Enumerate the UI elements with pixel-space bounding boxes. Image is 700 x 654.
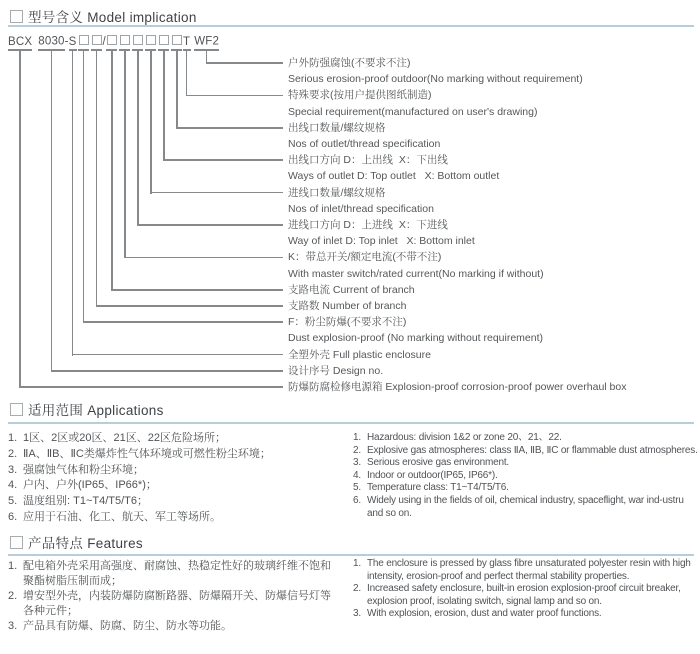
list-item <box>8 559 340 589</box>
diagram-label: Serious erosion-proof outdoor(No marking without requirement) <box>288 73 583 86</box>
list-item <box>8 463 340 479</box>
diagram-label: 支路电流 Current of branch <box>288 283 415 296</box>
model-box <box>120 35 130 45</box>
list-item <box>8 478 340 494</box>
list-item-text: 户内、户外(IP65、IP66*)； <box>23 479 157 492</box>
section-bullet-icon <box>10 10 23 23</box>
diagram-label: 进线口数量/螺纹规格 <box>288 186 386 199</box>
connector-hline <box>124 257 283 259</box>
model-box <box>172 35 182 45</box>
diagram-label: 户外防强腐蚀(不要求不注) <box>288 57 411 69</box>
connector-vline <box>72 51 74 356</box>
model-code <box>8 35 219 48</box>
divider <box>8 25 694 27</box>
list-item <box>8 510 340 526</box>
list-item <box>8 494 340 510</box>
list-item-number: 3. <box>8 620 18 632</box>
list-item-number: 3. <box>353 608 361 620</box>
connector-hline <box>176 127 283 129</box>
connector-hline <box>96 305 283 307</box>
list-item-number: 1. <box>353 558 361 569</box>
model-token: BCX <box>8 35 33 48</box>
list-item-number: 4. <box>353 469 361 481</box>
list-item-text: 应用于石油、化工、航天、军工等场所。 <box>23 510 221 523</box>
diagram-label: Nos of inlet/thread specification <box>288 202 434 215</box>
list-item-number: 5. <box>353 482 361 494</box>
model-box <box>133 35 143 45</box>
features-section-header <box>10 532 143 551</box>
model-box <box>159 35 169 45</box>
list-item-number: 3. <box>8 463 18 476</box>
list-item <box>353 558 698 583</box>
list-item-text: Temperature class: T1~T4/T5/T6. <box>367 482 509 494</box>
diagram-label: 进线口方向 D：上进线 X：下进线 <box>288 219 448 231</box>
applications-chinese-list <box>8 431 340 526</box>
connector-hline <box>111 289 283 291</box>
diagram-label: Dust explosion-proof (No marking without requirement) <box>288 332 544 345</box>
list-item-text: 增安型外壳，内装防爆防腐断路器、防爆隔开关、防爆信号灯等各种元件； <box>23 590 331 617</box>
diagram-label: Special requirement(manufactured on user's drawing) <box>288 105 538 118</box>
list-item-text: Hazardous: division 1&2 or zone 20、21、22. <box>367 432 562 443</box>
model-token: S <box>68 35 77 48</box>
diagram-label: K：带总开关/额定电流(不带不注) <box>288 251 442 264</box>
diagram-label: Way of inlet D: Top inlet X: Bottom inlet <box>288 235 475 248</box>
list-item-number: 2. <box>8 447 18 460</box>
list-item-text: 产品具有防爆、防腐、防尘、防水等功能。 <box>23 620 232 632</box>
features-english-list <box>353 558 698 621</box>
list-item <box>353 457 698 470</box>
model-box <box>146 35 156 45</box>
connector-vline <box>150 51 152 194</box>
connector-hline <box>19 386 283 388</box>
list-item <box>353 482 698 495</box>
list-item-text: Explosive gas atmospheres: class ⅡA, ⅡB, ⅡC or flammable dust atmospheres. <box>367 444 698 456</box>
connector-vline <box>124 51 126 259</box>
list-item-text: ⅡA、ⅡB、ⅡC类爆炸性气体环境或可燃性粉尘环境； <box>23 447 271 460</box>
diagram-label: 出线口数量/螺纹规格 <box>288 121 386 134</box>
list-item-text: Increased safety enclosure, built-in erosion explosion-proof circuit breaker, explosion proof, isolating switch, signal lamp and so on. <box>367 583 681 607</box>
diagram-label: 出线口方向 D：上出线 X：下出线 <box>288 154 448 167</box>
connector-hline <box>150 192 283 194</box>
list-item <box>353 495 698 520</box>
connector-vline <box>163 51 165 162</box>
model-token: T <box>182 35 191 48</box>
connector-vline <box>186 51 188 97</box>
list-item-number: 5. <box>8 495 18 508</box>
connector-hline <box>137 224 283 226</box>
connector-hline <box>163 159 283 161</box>
model-token: 8030 <box>38 35 65 48</box>
model-box <box>92 35 102 45</box>
connector-hline <box>206 62 283 64</box>
features-chinese-list <box>8 559 340 634</box>
list-item <box>353 583 698 608</box>
list-item <box>353 445 698 458</box>
connector-hline <box>72 354 283 356</box>
list-item-text: Serious erosive gas environment. <box>367 457 510 469</box>
list-item-text: 温度组别: T1~T4/T5/T6； <box>23 495 148 508</box>
diagram-label: 支路数 Number of branch <box>288 300 407 312</box>
section-bullet-icon <box>10 403 23 416</box>
connector-vline <box>176 51 178 129</box>
list-item-text: 配电箱外壳采用高强度、耐腐蚀、热稳定性好的玻璃纤维不饱和聚酯树脂压制而成； <box>23 560 331 587</box>
list-item <box>8 431 340 447</box>
list-item-text: Widely using in the fields of oil, chemical industry, spaceflight, war ind-ustru and so on. <box>367 494 684 519</box>
connector-hline <box>186 95 283 97</box>
connector-vline <box>83 51 85 324</box>
divider <box>8 554 694 556</box>
list-item-text: The enclosure is pressed by glass fibre unsaturated polyester resin with high intensity, erosion-proof and perfect thermal stability properties. <box>367 558 691 582</box>
diagram-label: 设计序号 Design no. <box>288 364 384 377</box>
applications-section-header <box>10 399 164 418</box>
list-item-number: 3. <box>353 457 361 469</box>
list-item <box>8 589 340 619</box>
divider <box>8 422 694 424</box>
model-section-title: 型号含义 Model implication <box>28 10 197 25</box>
list-item-text: Indoor or outdoor(IP65, IP66*). <box>367 469 498 481</box>
diagram-label: With master switch/rated current(No marking if without) <box>288 267 544 280</box>
model-token: / <box>102 35 106 48</box>
connector-hline <box>83 321 283 323</box>
list-item-number: 1. <box>353 432 361 443</box>
diagram-label: 特殊要求(按用户提供图纸制造) <box>288 89 432 102</box>
diagram-label: F：粉尘防爆(不要求不注) <box>288 316 407 329</box>
list-item-text: 强腐蚀气体和粉尘环境； <box>23 463 144 476</box>
list-item <box>353 470 698 483</box>
features-section-title: 产品特点 Features <box>28 536 143 551</box>
list-item-number: 4. <box>8 479 18 492</box>
list-item-number: 2. <box>353 444 361 456</box>
list-item <box>353 432 698 445</box>
list-item-text: With explosion, erosion, dust and water proof functions. <box>367 608 602 620</box>
list-item-number: 2. <box>353 583 361 595</box>
model-section-header <box>10 6 197 25</box>
diagram-label: 防爆防腐检修电源箱 Explosion-proof corrosion-proof power overhaul box <box>288 381 627 393</box>
diagram-label: Nos of outlet/thread specification <box>288 138 441 150</box>
model-token: WF2 <box>194 35 220 48</box>
applications-section-title: 适用范围 Applications <box>28 403 164 418</box>
diagram-label: 全塑外壳 Full plastic enclosure <box>288 348 431 361</box>
list-item <box>353 608 698 621</box>
list-item-number: 6. <box>353 494 361 506</box>
connector-vline <box>137 51 139 227</box>
connector-vline <box>96 51 98 308</box>
model-token: - <box>64 35 69 48</box>
connector-vline <box>51 51 53 372</box>
diagram-label: Ways of outlet D: Top outlet X: Bottom outlet <box>288 170 500 183</box>
connector-vline <box>19 51 21 389</box>
connector-hline <box>51 370 283 372</box>
list-item-text: 1区、2区或20区、21区、22区危险场所； <box>23 432 226 444</box>
list-item-number: 2. <box>8 590 18 602</box>
connector-vline <box>111 51 113 291</box>
model-box <box>107 35 117 45</box>
applications-english-list <box>353 432 698 520</box>
list-item-number: 1. <box>8 560 18 572</box>
model-box <box>79 35 89 45</box>
section-bullet-icon <box>10 536 23 549</box>
list-item-number: 1. <box>8 432 18 444</box>
list-item <box>8 619 340 634</box>
list-item <box>8 447 340 463</box>
list-item-number: 6. <box>8 510 18 523</box>
